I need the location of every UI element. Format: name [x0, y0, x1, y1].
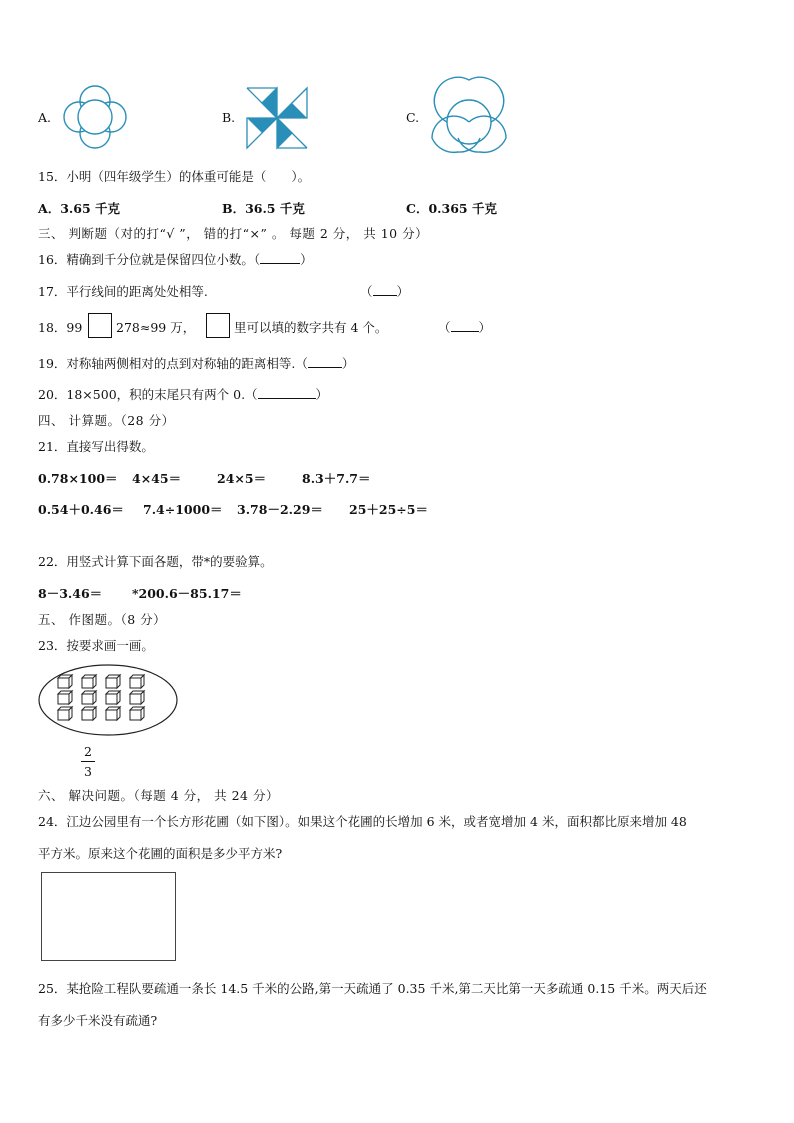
section-5-title: 五、 作图题。（8 分） — [38, 612, 167, 627]
fraction-bar — [81, 761, 95, 762]
section-4-title: 四、 计算题。（28 分） — [38, 413, 175, 428]
four-circles-figure — [60, 85, 130, 151]
section-3-title: 三、 判断题（对的打“√ ”， 错的打“×” 。 每题 2 分， 共 10 分） — [38, 226, 429, 241]
section-6-title: 六、 解决问题。（每题 4 分， 共 24 分） — [38, 788, 279, 803]
q20-answer-blank[interactable] — [258, 398, 316, 399]
q21-item-5: 0.54＋0.46＝ — [38, 502, 124, 517]
cube-5 — [58, 691, 72, 704]
cube-6 — [82, 691, 96, 704]
q20-close: ） — [315, 387, 329, 402]
q22-stem: 22．用竖式计算下面各题，带*的要验算。 — [38, 554, 273, 569]
q18-digit-box-2[interactable] — [206, 313, 230, 338]
q21-item-7: 3.78－2.29＝ — [237, 502, 323, 517]
q16-close: ） — [300, 252, 313, 267]
q20-line — [38, 385, 328, 403]
q18-mid: 278≈99 万， — [116, 320, 196, 335]
q21-item-2: 4×45＝ — [132, 471, 182, 486]
q21-item-1: 0.78×100＝ — [38, 471, 118, 486]
cube-8 — [130, 691, 144, 704]
fraction-denominator: 3 — [84, 764, 92, 779]
q22-item-1: 8－3.46＝ — [38, 586, 103, 601]
trefoil-figure — [430, 78, 508, 154]
q16-answer-blank[interactable] — [260, 263, 300, 264]
pinwheel-figure — [246, 87, 308, 149]
q24-line-2: 平方米。原来这个花圃的面积是多少平方米? — [38, 846, 283, 861]
q22-item-2: *200.6－85.17＝ — [132, 586, 242, 601]
cube-2 — [82, 675, 96, 688]
q16-text: 16．精确到千分位就是保留四位小数。（ — [38, 252, 261, 267]
q17-answer — [360, 282, 409, 300]
cube-7 — [106, 691, 120, 704]
cube-1 — [58, 675, 72, 688]
q18-digit-box-1[interactable] — [88, 313, 112, 338]
q21-stem: 21．直接写出得数。 — [38, 439, 154, 454]
q17-text: 17．平行线间的距离处处相等. — [38, 284, 208, 299]
cube-11 — [106, 707, 120, 720]
option-c-label: C. — [406, 110, 420, 125]
cube-4 — [130, 675, 144, 688]
q15-option-b: B．36.5 千克 — [222, 201, 305, 216]
cube-9 — [58, 707, 72, 720]
cube-10 — [82, 707, 96, 720]
q17-open: （ — [360, 284, 373, 299]
q21-item-6: 7.4÷1000＝ — [143, 502, 223, 517]
q15-stem: 15．小明（四年级学生）的体重可能是（ ）。 — [38, 169, 311, 184]
q19-text: 19．对称轴两侧相对的点到对称轴的距离相等.（ — [38, 356, 308, 371]
option-a-label: A. — [38, 110, 52, 125]
q17-close: ） — [396, 284, 410, 299]
q18-open: （ — [438, 320, 451, 335]
q18-tail: 里可以填的数字共有 4 个。 — [234, 320, 388, 335]
q25-line-2: 有多少千米没有疏通? — [38, 1013, 158, 1028]
q18-answer — [438, 318, 491, 336]
cube-12 — [130, 707, 144, 720]
fraction-numerator: 2 — [84, 744, 92, 759]
q21-item-4: 8.3＋7.7＝ — [302, 471, 371, 486]
flower-bed-rectangle — [41, 872, 176, 961]
q19-line — [38, 354, 354, 372]
q15-option-a: A．3.65 千克 — [38, 201, 120, 216]
q21-item-3: 24×5＝ — [217, 471, 267, 486]
q24-line-1: 24．江边公园里有一个长方形花圃（如下图）。如果这个花圃的长增加 6 米，或者宽增加 4 米，面积都比原来增加 48 — [38, 814, 687, 829]
q18-answer-blank[interactable] — [451, 331, 479, 332]
q20-text: 20．18×500，积的末尾只有两个 0.（ — [38, 387, 258, 402]
q18-num: 18．99 — [38, 320, 83, 335]
q16-line — [38, 250, 313, 268]
q17-answer-blank[interactable] — [373, 295, 397, 296]
q21-item-8: 25＋25÷5＝ — [349, 502, 428, 517]
q19-answer-blank[interactable] — [308, 367, 342, 368]
q23-stem: 23．按要求画一画。 — [38, 638, 154, 653]
q18-close: ） — [478, 320, 492, 335]
q25-line-1: 25．某抢险工程队要疏通一条长 14.5 千米的公路,第一天疏通了 0.35 千米,第二天比第一天多疏通 0.15 千米。两天后还 — [38, 981, 707, 996]
q15-option-c: C．0.365 千克 — [406, 201, 497, 216]
q19-close: ） — [341, 356, 355, 371]
cube-set-ellipse-figure — [38, 664, 180, 736]
option-b-label: B. — [222, 110, 236, 125]
cube-3 — [106, 675, 120, 688]
